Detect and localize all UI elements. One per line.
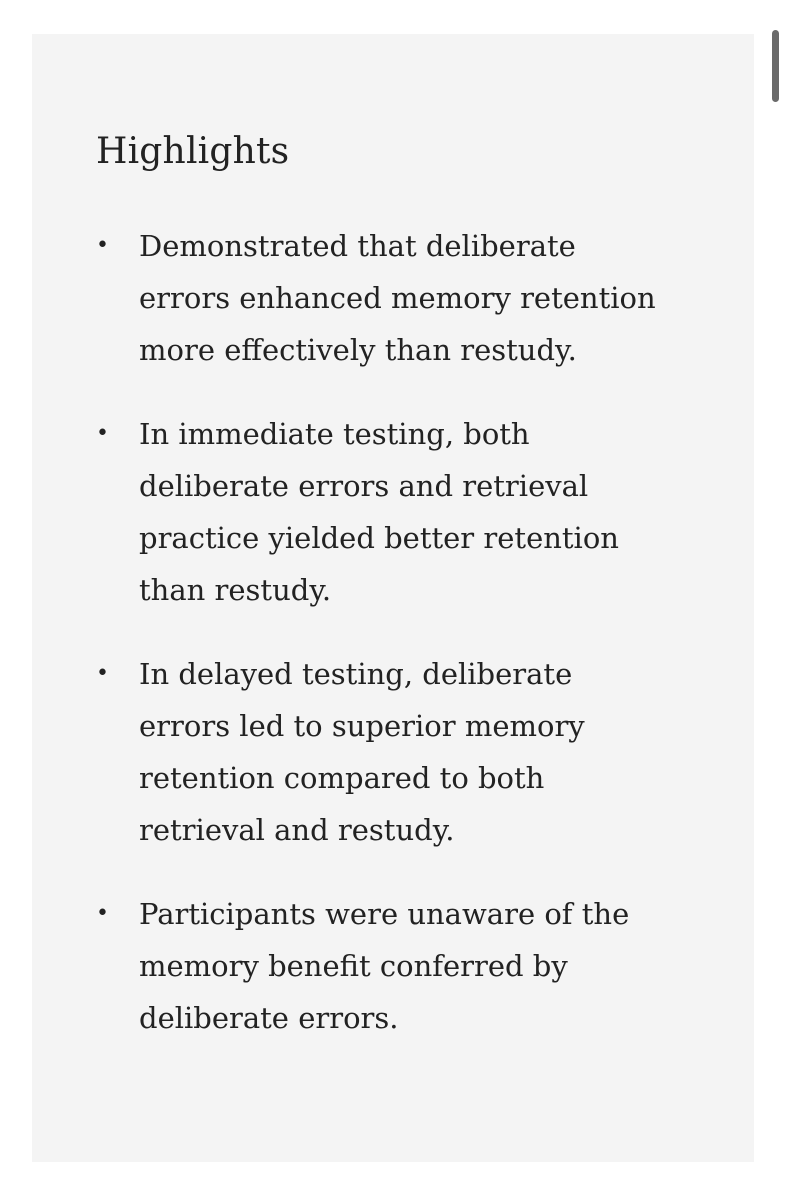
- highlight-item: [96, 888, 669, 1044]
- scrollbar-thumb[interactable]: [772, 30, 779, 102]
- bullet-icon: •: [96, 661, 109, 686]
- bullet-icon: •: [96, 421, 109, 446]
- highlight-text: Demonstrated that deliberate errors enhanced memory retention more effectively than restudy.: [139, 229, 656, 367]
- highlights-panel: [32, 34, 754, 1162]
- highlight-item: [96, 408, 669, 616]
- highlight-text: In immediate testing, both deliberate errors and retrieval practice yielded better retention than restudy.: [139, 417, 619, 607]
- highlights-heading: Highlights: [96, 131, 290, 172]
- highlight-item: [96, 220, 669, 376]
- highlight-text: Participants were unaware of the memory benefit conferred by deliberate errors.: [139, 897, 630, 1035]
- highlight-item: [96, 648, 669, 856]
- highlights-list: [96, 220, 694, 1044]
- bullet-icon: •: [96, 233, 109, 258]
- bullet-icon: •: [96, 901, 109, 926]
- highlight-text: In delayed testing, deliberate errors led to superior memory retention compared to both retrieval and restudy.: [139, 657, 585, 847]
